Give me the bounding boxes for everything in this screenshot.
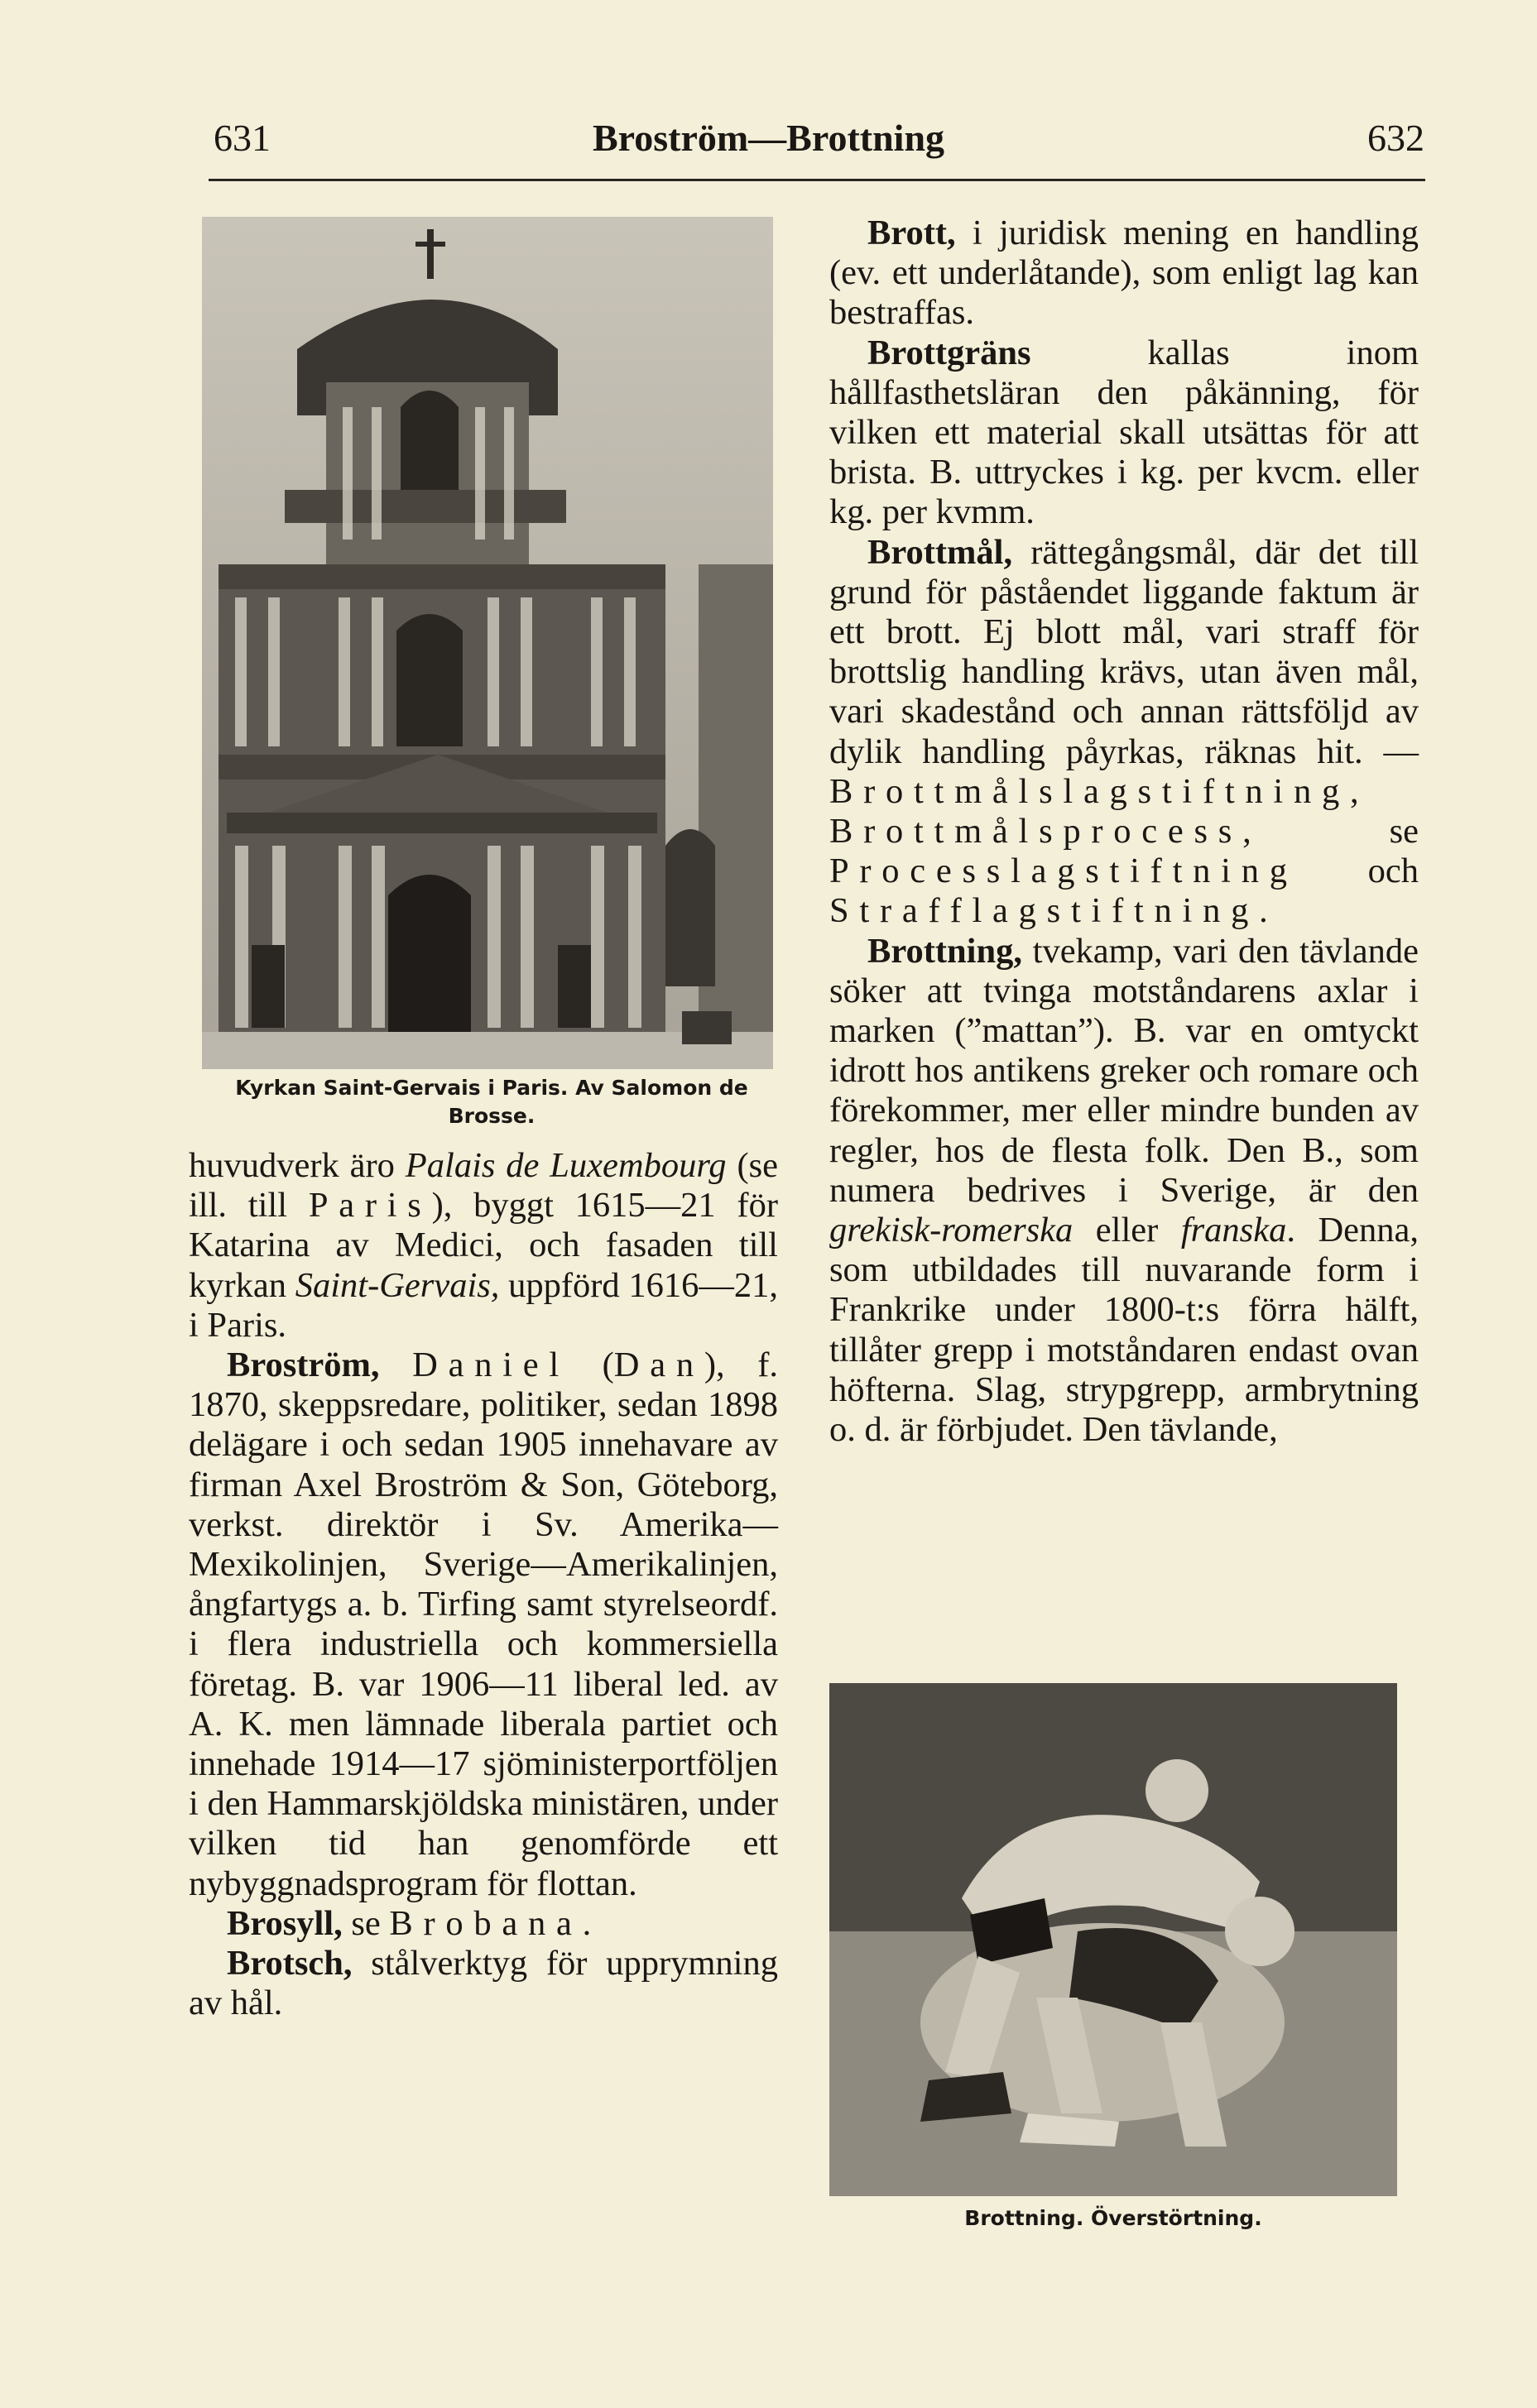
entry-term: Brottmål,	[867, 532, 1013, 572]
right-column	[829, 213, 1419, 1450]
church-caption: Kyrkan Saint-Gervais i Paris. Av Salomon de Brosse.	[235, 1076, 748, 1128]
entry-term: Brott,	[867, 213, 956, 252]
entry-term: Brotsch,	[227, 1944, 353, 1983]
entry-term: Broström,	[227, 1346, 380, 1385]
entry-brottning: Brottning, tvekamp, vari den tävlande söker att tvinga motståndarens axlar i marken (”mattan”). B. var en omtyckt idrott hos antikens greker och romare och förekommer, mer eller mindre bunden av regler, hos de flesta folk. Den B., som numera bedrives i Sverige, är den grekisk-romerska eller franska. Denna, som utbildades till nuvarande form i Frankrike under 1800-t:s förra hälft, tillåter grepp i motståndaren endast ovan höfterna. Slag, strypgrepp, armbrytning o. d. är förbjudet. Den tävlande,	[829, 931, 1419, 1450]
header-rule	[209, 179, 1425, 181]
entry-brottgrans: Brottgräns kallas inom hållfasthetsläran den påkänning, för vilken ett material skall utsättas för att brista. B. uttryckes i kg. per kvcm. eller kg. per kvmm.	[829, 333, 1419, 532]
entry-brotsch: Brotsch, stålverktyg för upprymning av hål.	[189, 1944, 778, 2023]
entry-brottmal: Brottmål, rättegångsmål, där det till grund för påståendet liggande faktum är ett brott. Ej blott mål, vari straff för brottslig handling krävs, utan även mål, vari skadestånd och annan rättsföljd av dylik handling påyrkas, räknas hit. — Brottmålslagstiftning, Brottmålsprocess, se Processlagstiftning och Strafflagstiftning.	[829, 532, 1419, 931]
entry-brott: Brott, i juridisk mening en handling (ev. ett underlåtande), som enligt lag kan bestraffas.	[829, 213, 1419, 333]
wrestlers-photo	[829, 1683, 1397, 2196]
article-continuation: huvudverk äro Palais de Luxembourg (se ill. till Paris), byggt 1615—21 för Katarina av Medici, och fasaden till kyrkan Saint-Gervais, uppförd 1616—21, i Paris.	[189, 1146, 778, 1345]
entry-term: Brosyll,	[227, 1903, 343, 1943]
entry-term: Brottgräns	[867, 333, 1031, 372]
church-facade-photo	[202, 217, 773, 1069]
right-page-number: 632	[1367, 117, 1424, 159]
wrestling-caption: Brottning. Överstörtning.	[964, 2206, 1262, 2230]
entry-brosyll: Brosyll, se Brobana.	[227, 1903, 592, 1943]
left-column	[189, 1146, 778, 2023]
entry-brostrom: Broström, Daniel (Dan), f. 1870, skeppsredare, politiker, sedan 1898 delägare i och sedan 1905 innehavare av firman Axel Broström & Son, Göteborg, verkst. direktör i Sv. Amerika—Mexikolinjen, Sverige—Amerikalinjen, ångfartygs a. b. Tirfing samt styrelseordf. i flera industriella och kommersiella företag. B. var 1906—11 liberal led. av A. K. men lämnade liberala partiet och innehade 1914—17 sjöministerportföljen i den Hammarskjöldska ministären, under vilken tid han genomförde ett nybyggnadsprogram för flottan.	[189, 1346, 779, 1903]
entry-term: Brottning,	[867, 931, 1022, 971]
left-page-number: 631	[214, 117, 271, 159]
running-title: Broström—Brottning	[592, 117, 945, 159]
